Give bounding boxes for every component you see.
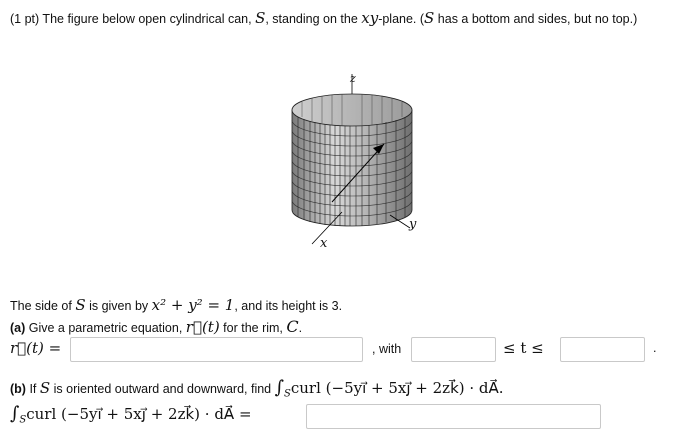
r-of-t-label: r⃗(t) = — [10, 339, 62, 357]
integral-sign: ∫ — [274, 377, 284, 398]
parametric-equation-input[interactable] — [70, 337, 363, 362]
part-b-label: (b) — [10, 382, 26, 396]
t-min-input[interactable] — [411, 337, 496, 362]
points-label: (1 pt) — [10, 12, 40, 26]
curl-expression: curl (−5yi⃗ + 5xj⃗ + 2zk⃗) · dA⃗. — [290, 379, 504, 397]
x-axis-label: x — [320, 236, 328, 251]
given-statement: The side of S is given by x² + y² = 1, and its height is 3. — [10, 296, 343, 314]
surface-symbol: S — [255, 9, 266, 27]
t-range-label: ≤ t ≤ — [503, 339, 544, 357]
y-axis-label: y — [409, 217, 417, 232]
problem-statement: (1 pt) The figure below open cylindrical can, S, standing on the xy-plane. (S has a bottom and sides, but no top.) — [10, 9, 638, 27]
cylinder-figure — [282, 72, 432, 252]
part-a-statement: (a) Give a parametric equation, r⃗(t) for the rim, C. — [10, 317, 303, 336]
xy-symbol: xy — [361, 9, 379, 27]
part-b-answer-label: $\int_Scurl$ (−5yi⃗ + 5xj⃗ + 2zk⃗) · dA⃗ = — [10, 403, 252, 426]
z-axis-label: z — [350, 72, 356, 85]
part-b-statement: (b) If S is oriented outward and downward, find $\int_Scurl$ (−5yi⃗ + 5xj⃗ + 2zk⃗) · dA⃗. — [10, 377, 504, 400]
t-max-input[interactable] — [560, 337, 645, 362]
circle-equation: x² + y² = 1 — [151, 296, 235, 314]
part-a-label: (a) — [10, 321, 26, 335]
with-label: , with — [372, 342, 402, 356]
flux-answer-input[interactable] — [306, 404, 601, 429]
